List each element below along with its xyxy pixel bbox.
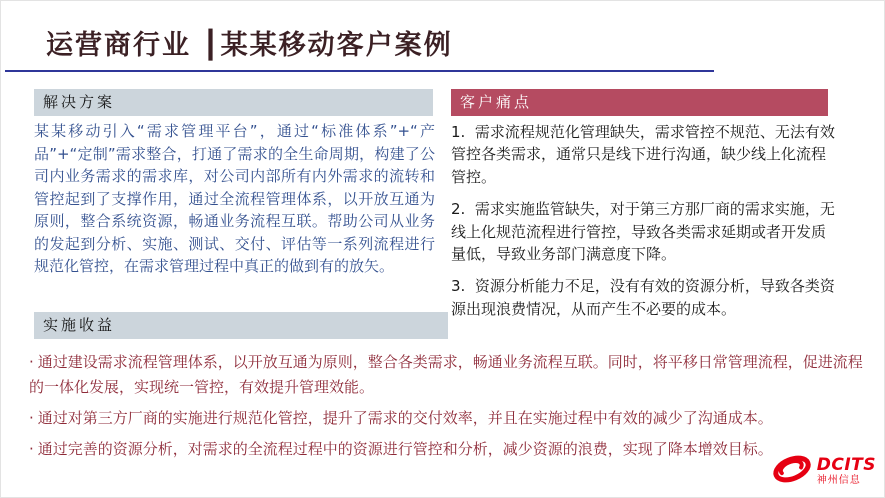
pain-points-list <box>451 121 839 330</box>
dcits-brand-name: DCITS <box>816 454 876 475</box>
pain-point-item: 3. 资源分析能力不足，没有有效的资源分析，导致各类资源出现浪费情况，从而产生不必要的成本。 <box>451 277 835 318</box>
bullet-icon: · <box>29 353 34 371</box>
bullet-icon: · <box>29 440 34 458</box>
pain-point-item: 1. 需求流程规范化管理缺失，需求管控不规范、无法有效管控各类需求，通常只是线下进行沟通，缺少线上化流程管控。 <box>451 123 835 186</box>
pain-points-section-header: 客户痛点 <box>451 89 828 116</box>
solution-section-header: 解决方案 <box>34 89 433 116</box>
benefit-item <box>29 350 863 400</box>
benefit-item-text: 通过建设需求流程管理体系，以开放互通为原则，整合各类需求，畅通业务流程互联。同时，将平移日常管理流程，促进流程的一体化发展，实现统一管控，有效提升管理效能。 <box>29 353 863 396</box>
benefits-list <box>29 350 863 468</box>
benefit-item-text: 通过完善的资源分析，对需求的全流程过程中的资源进行管控和分析，减少资源的浪费，实现了降本增效目标。 <box>37 440 773 458</box>
bullet-icon: · <box>29 409 34 427</box>
benefit-item <box>29 406 863 431</box>
dcits-company-name: 神州信息 <box>816 474 861 486</box>
benefits-section-header: 实施收益 <box>34 312 448 339</box>
title-divider <box>5 70 714 72</box>
solution-body-text: 某某移动引入“需求管理平台”，通过“标准体系”+“产品”+“定制”需求整合，打通了需求的全生命周期，构建了公司内业务需求的需求库，对公司内部所有内外需求的流转和管控起到了支撑作用，通过全流程管理体系，以开放互通为原则，整合系统资源，畅通业务流程互联。帮助公司从业务的发起到分析、实施、测试、交付、评估等一系列流程进行规范化管控，在需求管理过程中真正的做到有的放矢。 <box>34 122 435 275</box>
dcits-logo-text <box>816 454 876 486</box>
benefit-item-text: 通过对第三方厂商的实施进行规范化管控，提升了需求的交付效率，并且在实施过程中有效的减少了沟通成本。 <box>37 409 773 427</box>
page-title: 运营商行业 ┃某某移动客户案例 <box>46 30 453 61</box>
dcits-logo-swoosh-icon <box>771 453 813 489</box>
dcits-logo <box>771 453 876 489</box>
benefit-item <box>29 437 863 462</box>
pain-point-item: 2. 需求实施监管缺失，对于第三方那厂商的需求实施，无线上化规范流程进行管控，导致各类需求延期或者开发质量低，导致业务部门满意度下降。 <box>451 200 835 264</box>
